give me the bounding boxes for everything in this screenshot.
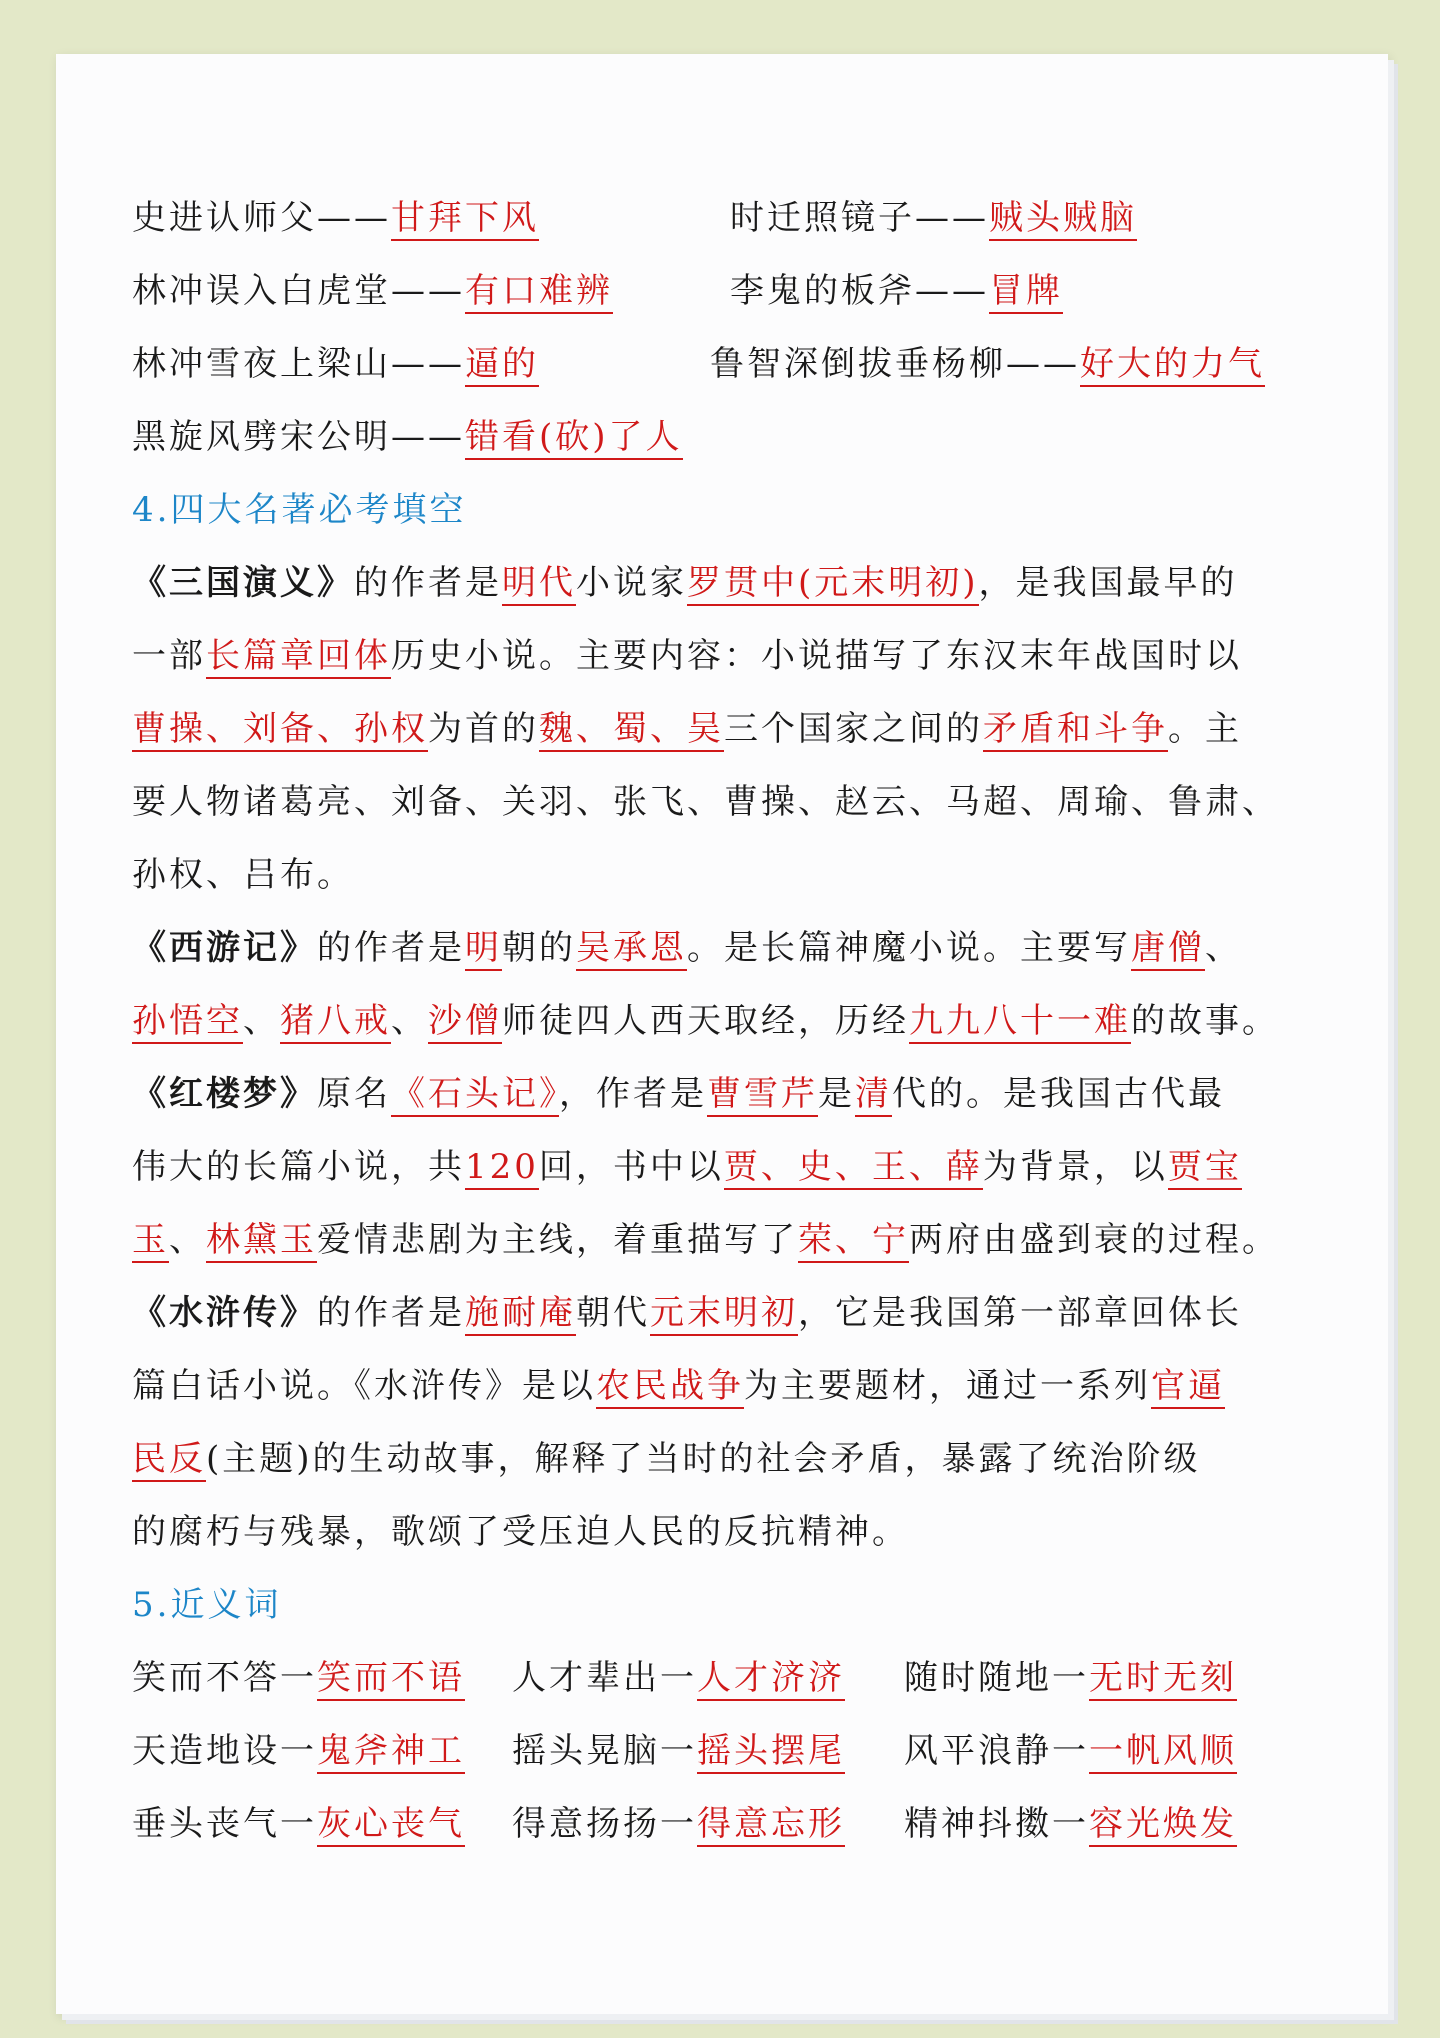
paragraph-line: 孙权、吕布。 <box>132 855 354 895</box>
paragraph-line: 《水浒传》的作者是施耐庵朝代元末明初，它是我国第一部章回体长 <box>132 1289 1242 1337</box>
paragraph-line: 曹操、刘备、孙权为首的魏、蜀、吴三个国家之间的矛盾和斗争。主 <box>132 705 1242 753</box>
paragraph-line: 要人物诸葛亮、刘备、关羽、张飞、曹操、赵云、马超、周瑜、鲁肃、 <box>132 782 1279 822</box>
book-title: 《三国演义》 <box>132 563 354 603</box>
idiom-row: 李鬼的板斧——冒牌 <box>730 267 1063 315</box>
paragraph-line: 《红楼梦》原名《石头记》，作者是曹雪芹是清代的。是我国古代最 <box>132 1070 1225 1118</box>
synonym-row: 得意扬扬一得意忘形 <box>512 1800 845 1848</box>
paragraph-line: 玉、林黛玉爱情悲剧为主线，着重描写了荣、宁两府由盛到衰的过程。 <box>132 1216 1279 1264</box>
paragraph-line: 《西游记》的作者是明朝的吴承恩。是长篇神魔小说。主要写唐僧、 <box>132 924 1242 972</box>
paragraph-line: 民反(主题)的生动故事，解释了当时的社会矛盾，暴露了统治阶级 <box>132 1435 1201 1483</box>
idiom-row: 史进认师父——甘拜下风 <box>132 194 539 242</box>
synonym-row: 风平浪静一一帆风顺 <box>904 1727 1237 1775</box>
paragraph-line: 篇白话小说。《水浒传》是以农民战争为主要题材，通过一系列官逼 <box>132 1362 1225 1410</box>
idiom-row: 时迁照镜子——贼头贼脑 <box>730 194 1137 242</box>
synonym-row: 随时随地一无时无刻 <box>904 1654 1237 1702</box>
synonym-row: 天造地设一鬼斧神工 <box>132 1727 465 1775</box>
answer: 好大的力气 <box>1080 344 1265 387</box>
idiom-row: 林冲误入白虎堂——有口难辨 <box>132 267 613 315</box>
section-heading: 5.近义词 <box>132 1585 282 1625</box>
paragraph-line: 孙悟空、猪八戒、沙僧师徒四人西天取经，历经九九八十一难的故事。 <box>132 997 1279 1045</box>
paragraph-line: 一部长篇章回体历史小说。主要内容：小说描写了东汉末年战国时以 <box>132 632 1242 680</box>
answer: 逼的 <box>465 344 539 387</box>
answer: 错看(砍)了人 <box>465 417 683 460</box>
answer: 贼头贼脑 <box>989 198 1137 241</box>
paragraph-line: 的腐朽与残暴，歌颂了受压迫人民的反抗精神。 <box>132 1512 909 1552</box>
synonym-row: 垂头丧气一灰心丧气 <box>132 1800 465 1848</box>
answer: 冒牌 <box>989 271 1063 314</box>
idiom-row: 林冲雪夜上梁山——逼的 <box>132 340 539 388</box>
synonym-row: 笑而不答一笑而不语 <box>132 1654 465 1702</box>
book-title: 《西游记》 <box>132 928 317 968</box>
idiom-row: 黑旋风劈宋公明——错看(砍)了人 <box>132 413 683 461</box>
answer: 甘拜下风 <box>391 198 539 241</box>
paragraph-line: 《三国演义》的作者是明代小说家罗贯中(元末明初)，是我国最早的 <box>132 559 1238 607</box>
synonym-row: 人才辈出一人才济济 <box>512 1654 845 1702</box>
paragraph-line: 伟大的长篇小说，共120回，书中以贾、史、王、薛为背景，以贾宝 <box>132 1143 1242 1191</box>
synonym-row: 精神抖擞一容光焕发 <box>904 1800 1237 1848</box>
idiom-row: 鲁智深倒拔垂杨柳——好大的力气 <box>710 340 1265 388</box>
book-title: 《红楼梦》 <box>132 1074 317 1114</box>
section-heading: 4.四大名著必考填空 <box>132 490 467 530</box>
answer: 有口难辨 <box>465 271 613 314</box>
synonym-row: 摇头晃脑一摇头摆尾 <box>512 1727 845 1775</box>
book-title: 《水浒传》 <box>132 1293 317 1333</box>
